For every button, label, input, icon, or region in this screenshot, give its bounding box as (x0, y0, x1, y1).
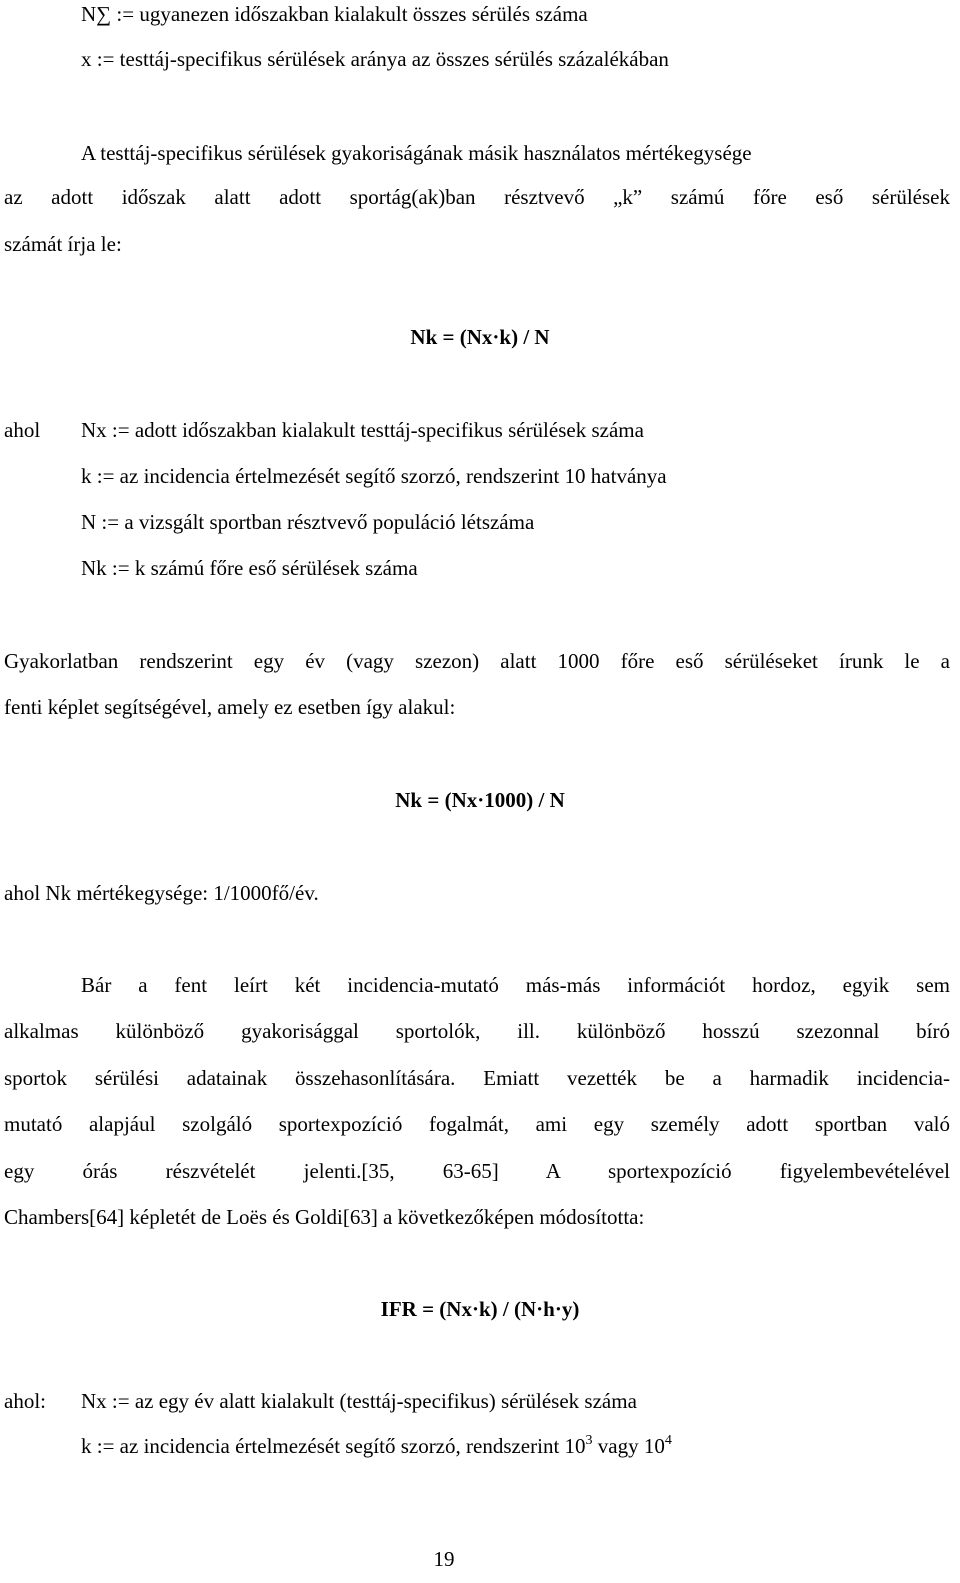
paragraph1-line1: A testtáj-specifikus sérülések gyakoriságának másik használatos mértékegysége (81, 141, 752, 165)
paragraph3-line3: sportok sérülési adatainak összehasonlítására. Emiatt vezették be a harmadik incidencia- (4, 1066, 950, 1090)
page-number: 19 (433, 1547, 455, 1571)
formula-nk: Nk = (Nx·k) / N (410, 325, 550, 349)
paragraph3-line6: Chambers[64] képletét de Loës és Goldi[63] a következőképen módosította: (4, 1205, 645, 1229)
formula-ifr: IFR = (Nx·k) / (N·h·y) (380, 1297, 580, 1321)
paragraph1-line3: számát írja le: (4, 232, 122, 256)
where2-item-k-mid: vagy 10 (592, 1434, 665, 1458)
where2-item-k-text: k := az incidencia értelmezését segítő szorzó, rendszerint 10 (81, 1434, 586, 1458)
exponent-3: 3 (585, 1433, 593, 1448)
definition-n-sum: N∑ := ugyanezen időszakban kialakult összes sérülés száma (81, 2, 588, 26)
paragraph3-line1: Bár a fent leírt két incidencia-mutató más-más információt hordoz, egyik sem (81, 973, 950, 997)
paragraph3-line4: mutató alapjául szolgáló sportexpozíció fogalmát, ami egy személy adott sportban való (4, 1112, 950, 1136)
where1-item-k: k := az incidencia értelmezését segítő szorzó, rendszerint 10 hatványa (81, 464, 667, 488)
paragraph3-line5: egy órás részvételét jelenti.[35, 63-65] A sportexpozíció figyelembevételével (4, 1159, 950, 1183)
where2-item-k (81, 1433, 672, 1458)
unit-note: ahol Nk mértékegysége: 1/1000fő/év. (4, 881, 319, 905)
paragraph2-line1: Gyakorlatban rendszerint egy év (vagy szezon) alatt 1000 főre eső sérüléseket írunk le a (4, 649, 950, 673)
paragraph3-line2: alkalmas különböző gyakorisággal sportolók, ill. különböző hosszú szezonnal bíró (4, 1019, 950, 1043)
where1-item-nx: Nx := adott időszakban kialakult testtáj-specifikus sérülések száma (81, 418, 644, 442)
where2-label: ahol: (4, 1389, 46, 1413)
paragraph1-line2: az adott időszak alatt adott sportág(ak)ban résztvevő „k” számú főre eső sérülések (4, 185, 950, 209)
where1-item-nk: Nk := k számú főre eső sérülések száma (81, 556, 418, 580)
definition-x: x := testtáj-specifikus sérülések aránya az összes sérülés százalékában (81, 47, 669, 71)
formula-nk-1000: Nk = (Nx·1000) / N (395, 788, 565, 812)
paragraph2-line2: fenti képlet segítségével, amely ez esetben így alakul: (4, 695, 456, 719)
where1-label: ahol (4, 418, 41, 442)
where1-item-n: N := a vizsgált sportban résztvevő populáció létszáma (81, 510, 535, 534)
where2-item-nx: Nx := az egy év alatt kialakult (testtáj-specifikus) sérülések száma (81, 1389, 637, 1413)
exponent-4: 4 (664, 1433, 672, 1448)
